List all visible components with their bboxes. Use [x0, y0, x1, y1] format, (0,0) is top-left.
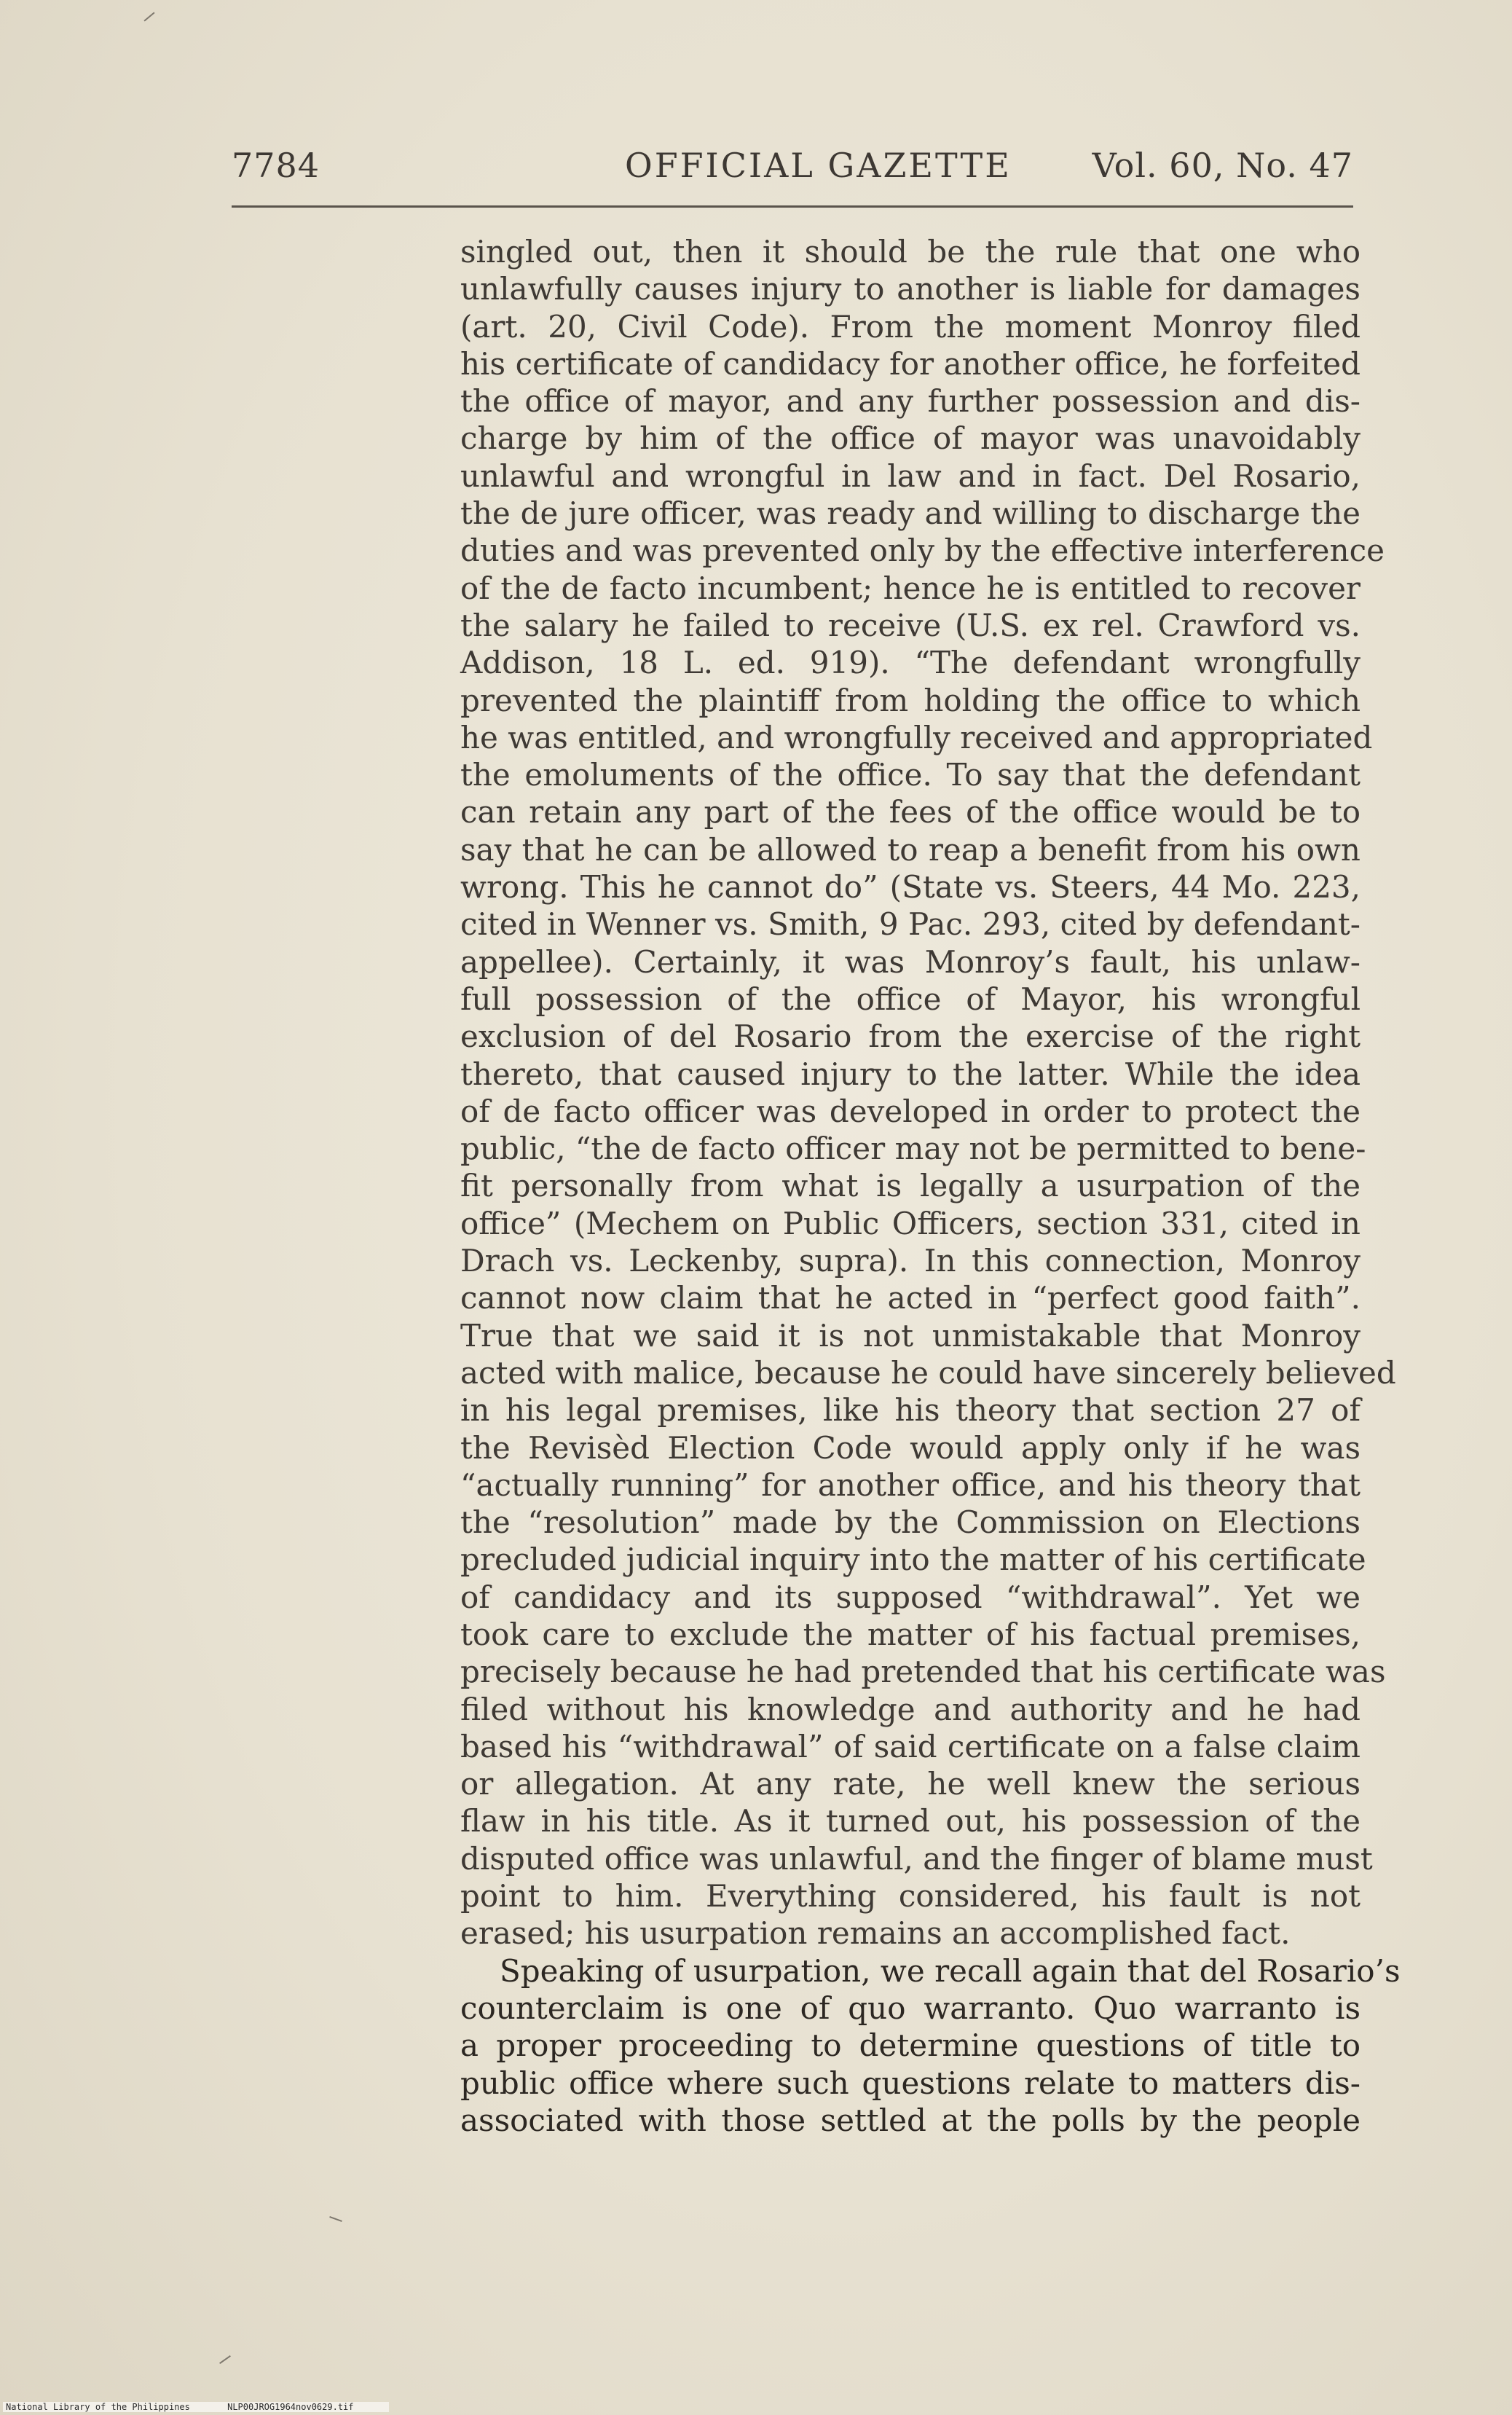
library-credit: National Library of the Philippines [6, 2402, 190, 2412]
text-line: his certificate of candidacy for another office, he forfeited [460, 345, 1361, 382]
text-line: point to him. Everything considered, his fault is not [460, 1878, 1361, 1915]
text-line: cannot now claim that he acted in “perfect good faith”. [460, 1280, 1361, 1316]
text-line: exclusion of del Rosario from the exercise of the right [460, 1018, 1361, 1055]
text-line: singled out, then it should be the rule that one who [460, 234, 1361, 270]
text-line: precluded judicial inquiry into the matter of his certificate [460, 1542, 1366, 1578]
text-line: of candidacy and its supposed “withdrawal”. Yet we [460, 1579, 1361, 1615]
text-line: full possession of the office of Mayor, his wrongful [460, 981, 1361, 1017]
text-line: the Revisèd Election Code would apply only if he was [460, 1429, 1361, 1466]
scan-mark [219, 2355, 231, 2364]
text-line: duties and was prevented only by the effective interference [460, 533, 1385, 569]
text-line: unlawful and wrongful in law and in fact. Del Rosario, [460, 458, 1361, 494]
text-line: appellee). Certainly, it was Monroy’s fault, his unlaw- [460, 943, 1361, 980]
text-line: public, “the de facto officer may not be permitted to bene- [460, 1131, 1366, 1167]
scan-mark [143, 12, 154, 21]
text-line: unlawfully causes injury to another is liable for damages [460, 271, 1361, 307]
text-line: the emoluments of the office. To say that the defendant [460, 757, 1361, 793]
text-line: erased; his usurpation remains an accomplished fact. [460, 1915, 1291, 1952]
text-line: fit personally from what is legally a usurpation of the [460, 1168, 1361, 1204]
text-line: Drach vs. Leckenby, supra). In this connection, Monroy [460, 1243, 1361, 1279]
text-line: precisely because he had pretended that his certificate was [460, 1654, 1386, 1690]
text-line: took care to exclude the matter of his factual premises, [460, 1616, 1361, 1652]
text-line: or allegation. At any rate, he well knew the serious [460, 1766, 1361, 1802]
text-line: in his legal premises, like his theory that section 27 of [460, 1392, 1361, 1429]
text-line: say that he can be allowed to reap a benefit from his own [460, 831, 1361, 868]
text-line: wrong. This he cannot do” (State vs. Steers, 44 Mo. 223, [460, 869, 1361, 906]
journal-title: OFFICIAL GAZETTE [625, 146, 1012, 185]
text-line: the office of mayor, and any further possession and dis- [460, 383, 1361, 420]
volume-label: Vol. 60, No. 47 [1092, 146, 1353, 185]
text-line: Speaking of usurpation, we recall again that del Rosario’s [500, 1952, 1401, 1989]
body-text [460, 233, 1401, 2139]
text-line: associated with those settled at the polls by the people [460, 2102, 1361, 2138]
text-line: based his “withdrawal” of said certificate on a false claim [460, 1728, 1361, 1764]
text-line: public office where such questions relate to matters dis- [460, 2065, 1361, 2101]
text-line: the de jure officer, was ready and willing to discharge the [460, 495, 1361, 532]
text-line: disputed office was unlawful, and the finger of blame must [460, 1840, 1373, 1877]
scan-filename: NLP00JROG1964nov0629.tif [227, 2402, 354, 2412]
text-line: the “resolution” made by the Commission on Elections [460, 1504, 1361, 1541]
text-line: a proper proceeding to determine questions of title to [460, 2027, 1361, 2064]
text-line: he was entitled, and wrongfully received and appropriated [460, 719, 1373, 755]
text-line: charge by him of the office of mayor was unavoidably [460, 420, 1361, 457]
page-header [232, 146, 1353, 197]
text-line: thereto, that caused injury to the latter. While the idea [460, 1056, 1361, 1092]
text-line: prevented the plaintiff from holding the office to which [460, 682, 1361, 718]
text-line: office” (Mechem on Public Officers, section 331, cited in [460, 1205, 1361, 1241]
text-line: of the de facto incumbent; hence he is entitled to recover [460, 570, 1361, 606]
text-line: filed without his knowledge and authority and he had [460, 1691, 1361, 1727]
text-line: (art. 20, Civil Code). From the moment Monroy filed [460, 308, 1361, 345]
scan-credit [3, 2402, 389, 2412]
text-line: Addison, 18 L. ed. 919). “The defendant wrongfully [460, 645, 1361, 681]
text-line: flaw in his title. As it turned out, his possession of the [460, 1803, 1361, 1839]
text-line: counterclaim is one of quo warranto. Quo warranto is [460, 1990, 1361, 2026]
text-line: the salary he failed to receive (U.S. ex rel. Crawford vs. [460, 607, 1361, 643]
scan-mark [329, 2216, 342, 2222]
text-line: acted with malice, because he could have sincerely believed [460, 1354, 1396, 1391]
text-line: can retain any part of the fees of the office would be to [460, 794, 1361, 830]
text-line: cited in Wenner vs. Smith, 9 Pac. 293, cited by defendant- [460, 906, 1361, 943]
text-line: “actually running” for another office, and his theory that [460, 1466, 1361, 1503]
page-number: 7784 [232, 146, 320, 185]
text-line: True that we said it is not unmistakable that Monroy [460, 1317, 1361, 1354]
text-line: of de facto officer was developed in order to protect the [460, 1093, 1361, 1129]
header-rule [232, 205, 1353, 208]
